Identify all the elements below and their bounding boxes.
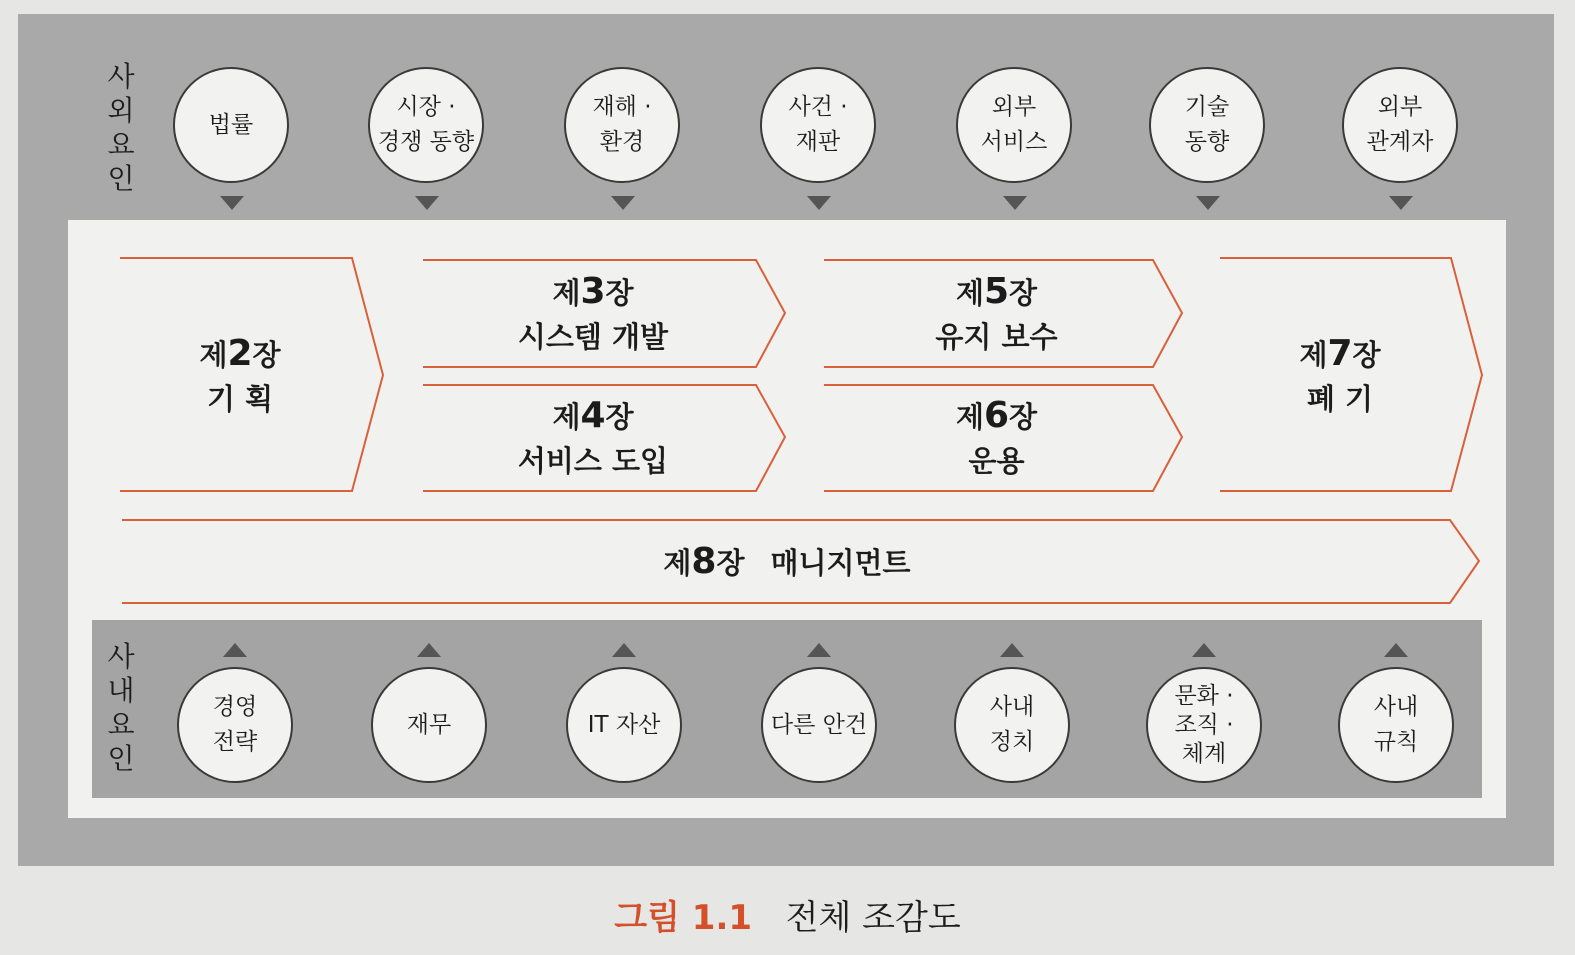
external-factor-disaster: 재해 · 환경 xyxy=(564,67,680,183)
internal-factor-finance: 재무 xyxy=(371,667,487,783)
chapter-6-operation: 제6장 운용 xyxy=(955,395,1038,478)
external-factors-label: 사 외 요 인 xyxy=(107,60,135,195)
internal-factor-politics: 사내 정치 xyxy=(954,667,1070,783)
up-arrow-icon xyxy=(807,643,831,657)
up-arrow-icon xyxy=(1000,643,1024,657)
up-arrow-icon xyxy=(417,643,441,657)
internal-factor-rules: 사내 규칙 xyxy=(1338,667,1454,783)
internal-factor-culture: 문화 · 조직 · 체계 xyxy=(1146,667,1262,783)
internal-factor-other-projects: 다른 안건 xyxy=(761,667,877,783)
external-factor-incident: 사건 · 재판 xyxy=(760,67,876,183)
chapter-5-maintenance: 제5장 유지 보수 xyxy=(935,271,1058,354)
up-arrow-icon xyxy=(1192,643,1216,657)
internal-factor-it-assets: IT 자산 xyxy=(566,667,682,783)
chapter-7-disposal: 제7장 폐 기 xyxy=(1299,333,1381,416)
internal-factors-label: 사 내 요 인 xyxy=(107,640,135,775)
up-arrow-icon xyxy=(1384,643,1408,657)
internal-factor-strategy: 경영 전략 xyxy=(177,667,293,783)
up-arrow-icon xyxy=(223,643,247,657)
figure-caption: 그림 1.1 전체 조감도 xyxy=(614,898,961,938)
up-arrow-icon xyxy=(612,643,636,657)
external-factor-law: 법률 xyxy=(173,67,289,183)
chapter-8-management: 제8장 매니지먼트 xyxy=(663,541,911,582)
chapter-3-system-development: 제3장 시스템 개발 xyxy=(517,271,669,354)
external-factor-tech: 기술 동향 xyxy=(1149,67,1265,183)
chapter-2-planning: 제2장 기 획 xyxy=(199,333,281,416)
chapter-4-service-introduction: 제4장 서비스 도입 xyxy=(517,395,669,478)
external-factor-services: 외부 서비스 xyxy=(956,67,1072,183)
external-factor-stakeholders: 외부 관계자 xyxy=(1342,67,1458,183)
external-factor-market: 시장 · 경쟁 동향 xyxy=(368,67,484,183)
